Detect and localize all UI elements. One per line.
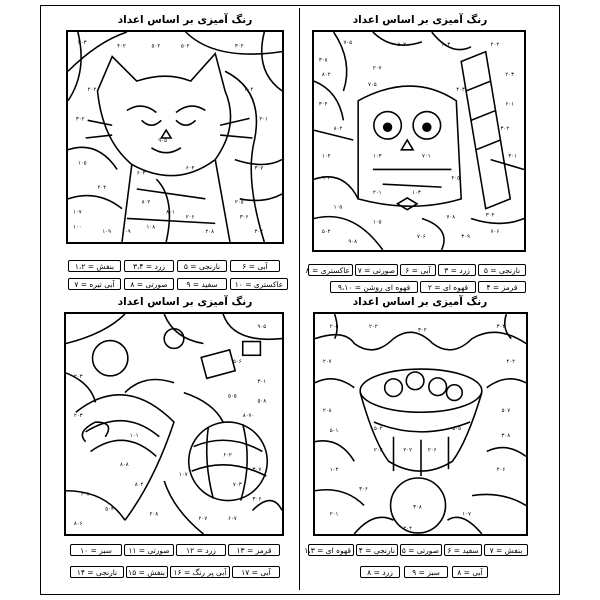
region-number: ۷۰۵ [367, 82, 377, 89]
panel-title-yarn: رنگ آمیزی بر اساس اعداد [117, 296, 253, 308]
region-number: ۶۰۲ [223, 452, 232, 459]
region-number: ۲۰۳ [73, 373, 83, 380]
pot-drawing [315, 314, 526, 534]
region-number: ۳۰۱ [257, 378, 267, 385]
owl-number-labels [319, 40, 517, 245]
region-number: ۲۰۳ [505, 72, 515, 79]
region-number: ۴۰۳ [456, 86, 465, 93]
region-number: ۲۰۸ [149, 511, 159, 518]
region-number: ۴۰۲ [490, 41, 500, 48]
legend-key: صورتی = ۵ [400, 544, 442, 556]
region-number: ۶۰۱ [505, 101, 515, 108]
legend-key: آبی پر رنگ = ۱۶ [170, 566, 230, 578]
region-number: ۵۰۲ [373, 425, 383, 432]
legend-key: نارنجی = ۴ [356, 544, 398, 556]
region-number: ۲۰۴ [403, 525, 412, 532]
region-number: ۸۰۶ [73, 521, 83, 528]
region-number: ۵۰۸ [257, 398, 267, 405]
coloring-art-cat [66, 30, 284, 244]
region-number: ۳۰۴ [254, 229, 264, 236]
region-number: ۶۰۳ [441, 41, 451, 48]
region-number: ۲۰۷ [198, 516, 208, 523]
region-number: ۵۰۴ [321, 229, 331, 236]
region-number: ۳۰۸ [501, 432, 511, 439]
region-number: ۳۰۶ [359, 486, 368, 493]
region-number: ۹۰۲ [321, 175, 331, 182]
panel-title-cat: رنگ آمیزی بر اساس اعداد [117, 14, 253, 26]
legend-key: زرد = ۳،۴ [124, 260, 174, 272]
yarn-cat-drawing [66, 314, 282, 534]
region-number: ۵۰۷ [501, 408, 511, 415]
region-number: ۱۰۵ [77, 160, 87, 167]
region-number: ۸۰۷۰ [242, 413, 255, 420]
legend-key: سفید = ۹ [177, 278, 227, 290]
region-number: ۲۰۴ [87, 86, 97, 93]
region-number: ۱۰۹ [102, 229, 112, 236]
legend-key: زرد = ۱۲ [176, 544, 226, 556]
region-number: ۱۰۱ [129, 432, 139, 439]
legend-key: عاکستری = ۸ [308, 264, 353, 276]
region-number: ۳۰۷ [252, 467, 262, 474]
region-number: ۶۰۸ [80, 491, 90, 498]
region-number: ۲۰۲ [403, 447, 412, 454]
region-number: ۲۰۱ [259, 116, 269, 123]
legend-key: قرمز = ۴ [478, 281, 526, 293]
region-number: ۱۰۵ [333, 204, 343, 211]
region-number: ۲۰۳ [73, 413, 83, 420]
region-number: ۱۰۷ [178, 472, 188, 479]
legend-key: نارنجی = ۱۴ [70, 566, 124, 578]
legend-key: قهوه ای = ۲ [420, 281, 476, 293]
region-number: ۲۰۴ [244, 86, 254, 93]
region-number: ۵۰۲ [180, 43, 190, 50]
legend-key: بنفش = ۷ [484, 544, 528, 556]
region-number: ۱۰۷ [462, 511, 471, 518]
region-number: ۹۰۵ [158, 137, 167, 144]
region-number: ۶۰۴ [185, 165, 195, 172]
region-number: ۷۰۶ [417, 234, 426, 241]
region-number: ۷۰۵ [343, 39, 353, 46]
legend-key: آبی = ۶ [400, 264, 436, 276]
region-number: ۸۰۴ [134, 481, 144, 488]
legend-key: صورتی = ۸ [124, 278, 174, 290]
region-number: ۱۰۴ [321, 153, 331, 160]
legend-key: آبی = ۱۷ [232, 566, 280, 578]
region-number: ۷۰۶ [490, 229, 500, 236]
region-number: ۶۰۳ [136, 170, 146, 177]
region-number: ۲۰۴ [97, 185, 107, 192]
region-number: ۷۰۳ [232, 481, 242, 488]
region-number: ۶۰۷ [227, 516, 237, 523]
region-number: ۴۰۵ [451, 175, 461, 182]
region-number: ۳۰۷ [254, 165, 264, 172]
region-number: ۱۰۴ [329, 467, 339, 474]
region-number: ۲۰۷ [372, 65, 382, 72]
region-number: ۱۰۳ [372, 153, 382, 160]
region-number: ۳۰۲ [500, 126, 510, 133]
region-number: ۲۰۳ [77, 39, 87, 46]
legend-key: سفید = ۶ [444, 544, 482, 556]
cat-drawing [68, 32, 282, 242]
region-number: ۲۰۶ [427, 447, 437, 454]
region-number: ۱۰۹ [122, 229, 131, 236]
region-number: ۳۰۴ [318, 101, 328, 108]
region-number: ۳۰۹ [461, 234, 470, 241]
legend-key: آبی تیره = ۷ [68, 278, 121, 290]
legend-key: قرمز = ۱۳ [228, 544, 280, 556]
region-number: ۳۰۱ [508, 153, 517, 160]
region-number: ۹۰۸ [348, 239, 358, 246]
region-number: ۳۰۲ [234, 43, 244, 50]
legend-key: بنفش = ۱،۲ [68, 260, 121, 272]
center-divider [299, 8, 300, 590]
legend-key: سبز = ۱۰ [70, 544, 122, 556]
panel-title-pot: رنگ آمیزی بر اساس اعداد [352, 296, 488, 308]
panel-title-owl: رنگ آمیزی بر اساس اعداد [352, 14, 488, 26]
region-number: ۳۰۴ [485, 212, 495, 219]
region-number: ۸۰۱ [166, 209, 175, 216]
region-number: ۳۰۶ [252, 496, 262, 503]
region-number: ۱۰۸ [146, 224, 156, 231]
region-number: ۲۰۶ [496, 467, 506, 474]
legend-key: بنفش = ۱۵ [126, 566, 168, 578]
legend-key: زرد = ۸ [360, 566, 400, 578]
legend-key: نارنجی = ۵ [478, 264, 526, 276]
legend-key: نارنجی = ۵ [177, 260, 227, 272]
region-number: ۵۰۵ [452, 425, 462, 432]
region-number: ۵۰۱ [329, 427, 339, 434]
region-number: ۳۰۸ [413, 504, 422, 511]
region-number: ۳۰۲ [75, 116, 85, 123]
region-number: ۵۰۶ [232, 359, 242, 366]
region-number: ۱۰۷ [72, 209, 82, 216]
region-number: ۵۰۲ [151, 43, 161, 50]
region-number: ۱۰۳ [412, 189, 421, 196]
owl-drawing [314, 32, 524, 250]
region-number: ۸۰۲ [141, 199, 151, 206]
region-number: ۲۰۵ [329, 323, 339, 330]
region-number: ۴۰۲ [117, 43, 126, 50]
coloring-art-pot [313, 312, 528, 536]
region-number: ۸۰۲ [333, 126, 343, 133]
legend-key: آبی = ۶ [230, 260, 280, 272]
region-number: ۲۰۲ [373, 447, 383, 454]
region-number: ۲۰۷ [322, 359, 332, 366]
legend-key: صورتی = ۷ [355, 264, 398, 276]
region-number: ۳۰۸ [318, 57, 328, 64]
legend-key: قهوه ای روشن = ۹،۱۰ [330, 281, 418, 293]
region-number: ۵۰۲ [397, 41, 407, 48]
coloring-art-yarn [64, 312, 284, 536]
legend-key: زرد = ۳ [438, 264, 476, 276]
yarn-number-labels [74, 324, 266, 527]
region-number: ۲۰۶ [185, 214, 195, 221]
region-number: ۳۰۶ [239, 214, 249, 221]
legend-key: آبی = ۸ [452, 566, 488, 578]
region-number: ۲۰۵ [234, 199, 244, 206]
region-number: ۸۰۸ [120, 462, 129, 469]
region-number: ۱۰۵ [372, 219, 382, 226]
region-number: ۳۰۳ [496, 323, 506, 330]
region-number: ۷۰۸ [446, 214, 456, 221]
region-number: ۵۰۵ [227, 393, 237, 400]
legend-key: صورتی = ۱۱ [124, 544, 174, 556]
region-number: ۱۰۰ [72, 224, 82, 231]
pot-number-labels [323, 324, 515, 532]
region-number: ۸۰۲ [321, 72, 331, 79]
legend-key: عاکستری = ۱۰ [230, 278, 288, 290]
region-number: ۴۰۲ [506, 359, 516, 366]
legend-key: قهوه ای = ۱،۳ [308, 544, 354, 556]
region-number: ۵۰۳ [105, 506, 114, 513]
region-number: ۲۰۱ [329, 511, 339, 518]
region-number: ۲۰۱ [372, 189, 382, 196]
region-number: ۷۰۱ [421, 153, 431, 160]
coloring-art-owl [312, 30, 526, 252]
legend-key: سبز = ۹ [404, 566, 448, 578]
region-number: ۲۰۲ [368, 323, 378, 330]
region-number: ۹۰۵ [257, 323, 267, 330]
region-number: ۲۰۸ [205, 229, 215, 236]
region-number: ۲۰۸ [322, 408, 332, 415]
region-number: ۳۰۲ [418, 327, 427, 334]
